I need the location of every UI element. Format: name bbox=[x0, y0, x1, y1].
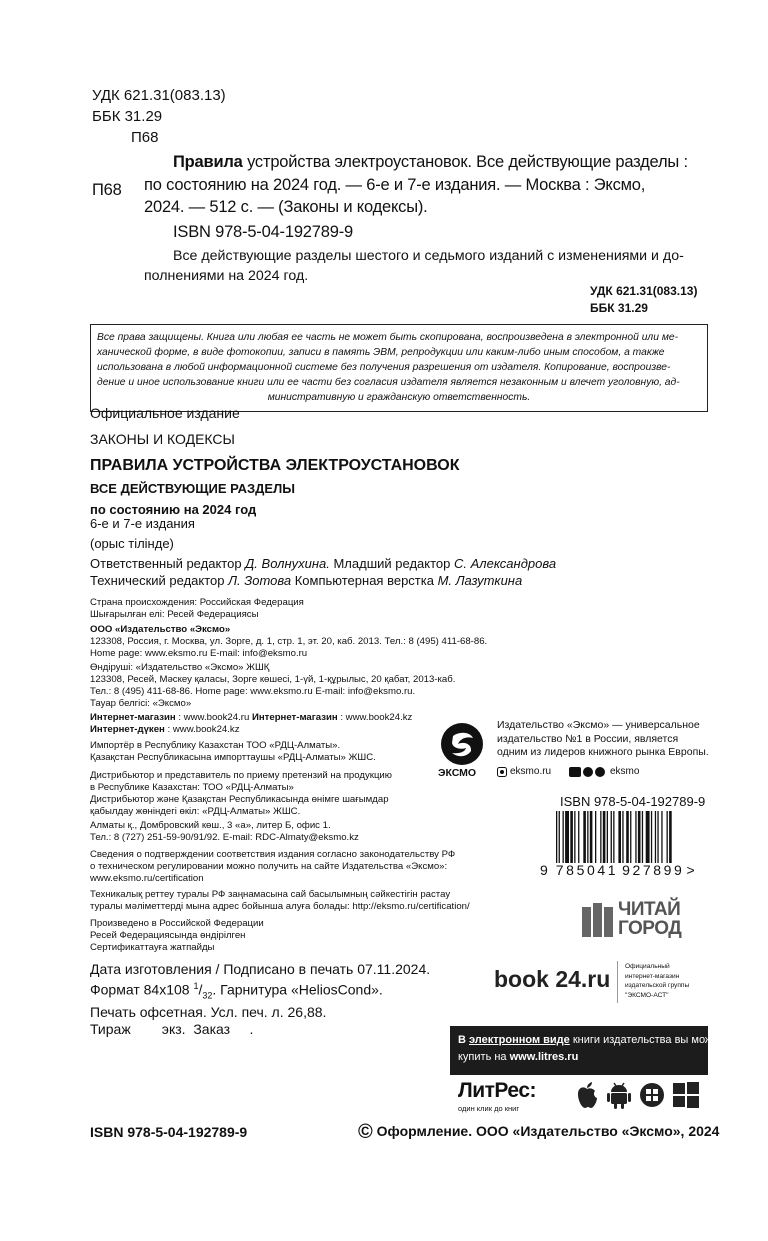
barcode-bar bbox=[556, 811, 557, 863]
barcode-bar bbox=[583, 811, 586, 863]
publisher-name: ООО «Издательство «Эксмо» bbox=[90, 624, 231, 635]
udk-right: УДК 621.31(083.13) bbox=[590, 284, 698, 298]
staff-person: Л. Зотова bbox=[228, 573, 292, 588]
official-edition: Официальное издание bbox=[90, 405, 240, 421]
staff-role: Ответственный редактор bbox=[90, 556, 246, 571]
shop-label: Интернет-дүкен bbox=[90, 724, 165, 735]
author-sign-code: П68 bbox=[131, 129, 159, 146]
barcode-bar bbox=[600, 811, 601, 863]
book24-desc-line: Официальный bbox=[625, 963, 670, 970]
print-run: Тираж экз. Заказ . bbox=[90, 1021, 254, 1038]
barcode-bar bbox=[607, 811, 608, 863]
vk-icon bbox=[569, 767, 581, 777]
barcode-bar bbox=[622, 811, 623, 863]
barcode-isbn: ISBN 978-5-04-192789-9 bbox=[560, 794, 706, 809]
imprint-line: Сведения о подтверждении соответствия издания согласно законодательству РФ bbox=[90, 849, 456, 860]
book-status: по состоянию на 2024 год bbox=[90, 502, 257, 517]
staff-person: С. Александрова bbox=[453, 556, 557, 571]
book-subtitle: ВСЕ ДЕЙСТВУЮЩИЕ РАЗДЕЛЫ bbox=[90, 481, 295, 496]
publisher-web: Home page: www.eksmo.ru E-mail: info@eksmo.ru bbox=[90, 648, 308, 659]
imprint-block bbox=[90, 597, 510, 621]
barcode-bar bbox=[570, 811, 573, 863]
imprint-line: Өндіруші: «Издательство «Эксмо» ЖШҚ bbox=[90, 662, 270, 673]
litres-text: книги издательства вы можете bbox=[569, 1034, 730, 1046]
shop-url: : www.book24.kz bbox=[337, 712, 413, 723]
publisher-address: 123308, Россия, г. Москва, ул. Зорге, д. 1, стр. 1, эт. 20, каб. 2013. Тел.: 8 (495) 411-68-86. bbox=[90, 636, 488, 647]
barcode-arrow: > bbox=[686, 862, 695, 878]
imprint-line: Алматы қ., Домбровский көш., 3 «а», литер Б, офис 1. bbox=[90, 820, 331, 831]
barcode-digits-end: 927899 bbox=[622, 862, 685, 878]
eksmo-logo-text: ЭКСМО bbox=[438, 767, 477, 779]
eksmo-site bbox=[497, 766, 551, 777]
notice-line: использована в любой информационной системе без получения разрешения от издателя. Копирование, воспроизве- bbox=[97, 362, 671, 373]
imprint-line: туралы мәліметтерді мына адрес бойынша алуға болады: http://eksmo.ru/certification/ bbox=[90, 901, 470, 912]
notice-line: Все права защищены. Книга или любая ее часть не может быть скопирована, воспроизведена в электронной или ме- bbox=[97, 332, 679, 343]
imprint-line: 123308, Ресей, Мәскеу қаласы, Зорге көшесі, 1-үй, 1-құрылыс, 20 қабат, 2013-каб. bbox=[90, 674, 456, 685]
barcode-bar bbox=[646, 811, 650, 863]
barcode-bar bbox=[587, 811, 588, 863]
chitai-gorod-text bbox=[618, 900, 681, 938]
staff-person: М. Лазуткина bbox=[437, 573, 523, 588]
windows-phone-icon bbox=[639, 1082, 665, 1108]
imprint-line: Импортёр в Республику Казахстан ТОО «РДЦ-Алматы». bbox=[90, 740, 341, 751]
shop-label: Интернет-магазин bbox=[251, 712, 338, 723]
barcode-bar bbox=[635, 811, 636, 863]
print-format: Формат 84х108 $^1/_{32}$. Гарнитура «HeliosCond». bbox=[90, 981, 383, 1001]
isbn-description: ISBN 978-5-04-192789-9 bbox=[173, 223, 353, 241]
imprint-line: Қазақстан Республикасына импорттаушы «РДЦ-Алматы» ЖШС. bbox=[90, 752, 376, 763]
staff-role: Младший редактор bbox=[329, 556, 454, 571]
bibliographic-line-3: 2024. — 512 с. — (Законы и кодексы). bbox=[144, 198, 428, 216]
apple-icon bbox=[575, 1081, 599, 1109]
annotation-line-2: полнениями на 2024 год. bbox=[144, 268, 309, 284]
bbk-code: ББК 31.29 bbox=[92, 108, 163, 125]
litres-logo: ЛитРес: bbox=[458, 1079, 536, 1102]
author-sign-left: П68 bbox=[92, 181, 122, 199]
barcode-bar bbox=[603, 811, 606, 863]
barcode-bar bbox=[661, 811, 662, 863]
book-title: ПРАВИЛА УСТРОЙСТВА ЭЛЕКТРОУСТАНОВОК bbox=[90, 457, 460, 474]
barcode-bar bbox=[638, 811, 641, 863]
barcode-bar bbox=[613, 811, 614, 863]
telegram-icon bbox=[595, 767, 605, 777]
imprint-line: Произведено в Российской Федерации bbox=[90, 918, 264, 929]
footer-isbn: ISBN 978-5-04-192789-9 bbox=[90, 1124, 248, 1140]
barcode-digits-mid: 785041 bbox=[555, 862, 619, 878]
barcode-bar bbox=[669, 811, 672, 863]
ok-icon bbox=[583, 767, 593, 777]
copyright-text: Оформление. ООО «Издательство «Эксмо», 2024 bbox=[372, 1123, 720, 1139]
barcode-bar bbox=[578, 811, 579, 863]
format-numerator: 1 bbox=[193, 981, 199, 991]
copyright-icon: © bbox=[358, 1121, 373, 1143]
imprint-line: о техническом регулировании можно получить на сайте Издательства «Эксмо»: bbox=[90, 861, 448, 872]
barcode-bar bbox=[563, 811, 564, 863]
book24-desc-line: издательской группы bbox=[625, 982, 690, 989]
imprint-line: Дистрибьютор и представитель по приему претензий на продукцию bbox=[90, 770, 392, 781]
eksmo-blurb bbox=[497, 719, 727, 760]
litres-banner bbox=[450, 1026, 730, 1075]
staff-role: Компьютерная верстка bbox=[291, 573, 438, 588]
litres-text: купить на bbox=[458, 1051, 510, 1063]
editors-line-1 bbox=[90, 556, 556, 571]
barcode-bar bbox=[667, 811, 668, 863]
barcode-bar bbox=[595, 811, 596, 863]
blurb-line: издательство №1 в России, является bbox=[497, 732, 679, 745]
barcode-bars bbox=[554, 811, 712, 863]
barcode-bar bbox=[630, 811, 631, 863]
imprint-line: Сертификаттауға жатпайды bbox=[90, 942, 215, 953]
shop-url: : www.book24.ru bbox=[175, 712, 252, 723]
rights-notice bbox=[90, 324, 708, 412]
title-bold: Правила bbox=[173, 153, 243, 171]
barcode-bar bbox=[559, 811, 560, 863]
imprint-line: Тел.: 8 (495) 411-68-86. Home page: www.eksmo.ru E-mail: info@eksmo.ru. bbox=[90, 686, 416, 697]
bibliographic-line-2: по состоянию на 2024 год. — 6-е и 7-е издания. — Москва : Эксмо, bbox=[144, 176, 646, 194]
publisher-block bbox=[90, 624, 520, 660]
imprint-line: Техникалық реттеу туралы РФ заңнамасына сай басылымның сәйкестігін растау bbox=[90, 889, 451, 900]
editors-line-2 bbox=[90, 573, 522, 588]
annotation-line-1: Все действующие разделы шестого и седьмого изданий с изменениями и до- bbox=[173, 248, 684, 264]
litres-text: В bbox=[458, 1034, 469, 1046]
print-date: Дата изготовления / Подписано в печать 07.11.2024. bbox=[90, 961, 431, 977]
format-font: . Гарнитура «HeliosCond». bbox=[212, 981, 383, 998]
chitai-line-2: ГОРОД bbox=[618, 918, 682, 939]
udk-code: УДК 621.31(083.13) bbox=[92, 87, 226, 104]
format-denominator: 32 bbox=[202, 990, 213, 1001]
book24-desc-line: "ЭКСМО-АСТ" bbox=[625, 991, 669, 999]
eksmo-social bbox=[569, 766, 639, 777]
barcode-bar bbox=[611, 811, 612, 863]
imprint-line: в Республике Казахстан: ТОО «РДЦ-Алматы» bbox=[90, 782, 294, 793]
title-rest: устройства электроустановок. Все действующие разделы : bbox=[247, 153, 688, 171]
chitai-gorod-logo-icon bbox=[582, 903, 614, 937]
certification-block bbox=[90, 849, 520, 885]
imprint-line: Шығарылған елі: Ресей Федерациясы bbox=[90, 609, 259, 620]
barcode-bar bbox=[626, 811, 629, 863]
kz-publisher-block bbox=[90, 662, 520, 710]
made-in-block bbox=[90, 918, 510, 954]
kz-certification-block bbox=[90, 889, 530, 913]
eksmo-logo-icon bbox=[440, 722, 484, 766]
social-text: eksmo bbox=[610, 766, 640, 777]
staff-role: Технический редактор bbox=[90, 573, 229, 588]
barcode-bar bbox=[655, 811, 656, 863]
imprint-line: Тел.: 8 (727) 251-59-90/91/92. E-mail: RDC-Almaty@eksmo.kz bbox=[90, 832, 359, 843]
language-note: (орыс тілінде) bbox=[90, 536, 174, 551]
android-icon bbox=[607, 1081, 631, 1109]
barcode-digits bbox=[540, 862, 695, 878]
site-text: eksmo.ru bbox=[510, 766, 552, 777]
barcode-digit-first: 9 bbox=[540, 862, 548, 878]
bibliographic-line-1 bbox=[173, 151, 713, 173]
imprint-line: Страна происхождения: Российская Федерация bbox=[90, 597, 304, 608]
shop-url: : www.book24.kz bbox=[164, 724, 240, 735]
book24-description bbox=[625, 962, 689, 1000]
barcode-bar bbox=[651, 811, 652, 863]
isbn-barcode bbox=[554, 811, 712, 863]
barcode-bar bbox=[657, 811, 658, 863]
book24-desc-line: интернет-магазин bbox=[625, 972, 680, 980]
site-icon bbox=[497, 767, 507, 777]
book-editions: 6-е и 7-е издания bbox=[90, 516, 195, 531]
print-method: Печать офсетная. Усл. печ. л. 26,88. bbox=[90, 1004, 327, 1021]
imprint-line: www.eksmo.ru/certification bbox=[90, 873, 204, 884]
almaty-block bbox=[90, 820, 510, 844]
format-label: Формат 84х108 bbox=[90, 981, 194, 998]
barcode-bar bbox=[642, 811, 643, 863]
platform-icons bbox=[575, 1081, 699, 1109]
print-details bbox=[90, 961, 430, 1038]
windows-icon bbox=[673, 1082, 699, 1108]
litres-url: www.litres.ru bbox=[509, 1051, 579, 1063]
imprint-line: қабылдау жөніндегі өкіл: «РДЦ-Алматы» ЖШС. bbox=[90, 806, 301, 817]
footer-copyright bbox=[358, 1121, 719, 1144]
bbk-right: ББК 31.29 bbox=[590, 301, 648, 315]
notice-line: министративную и гражданскую ответственность. bbox=[267, 392, 531, 403]
barcode-bar bbox=[590, 811, 593, 863]
barcode-bar bbox=[574, 811, 575, 863]
notice-line: дение и иное использование книги или ее части без согласия издателя является незаконным и влечет уголовную, ад- bbox=[97, 377, 680, 388]
chitai-line-1: ЧИТАЙ bbox=[618, 899, 681, 920]
barcode-bar bbox=[618, 811, 621, 863]
imprint-line: Ресей Федерациясында өндірілген bbox=[90, 930, 246, 941]
blurb-line: Издательство «Эксмо» — универсальное bbox=[497, 719, 700, 731]
blurb-line: одним из лидеров книжного рынка Европы. bbox=[497, 746, 709, 758]
litres-slogan: один клик до книг bbox=[458, 1104, 520, 1113]
book24-logo: book 24.ru bbox=[494, 966, 611, 992]
imprint-line: Тауар белгісі: «Эксмо» bbox=[90, 698, 192, 709]
litres-link: электронном виде bbox=[469, 1034, 570, 1046]
series-name: ЗАКОНЫ И КОДЕКСЫ bbox=[90, 431, 235, 447]
shop-label: Интернет-магазин bbox=[90, 712, 176, 723]
barcode-bar bbox=[565, 811, 569, 863]
staff-person: Д. Волнухина. bbox=[245, 556, 330, 571]
imprint-line: Дистрибьютор және Қазақстан Республикасында өнімге шағымдар bbox=[90, 794, 389, 805]
notice-line: ханической форме, в виде фотокопии, записи в память ЭВМ, репродукции или каким-либо иным способом, а также bbox=[97, 347, 665, 358]
book24-divider bbox=[617, 961, 618, 1003]
